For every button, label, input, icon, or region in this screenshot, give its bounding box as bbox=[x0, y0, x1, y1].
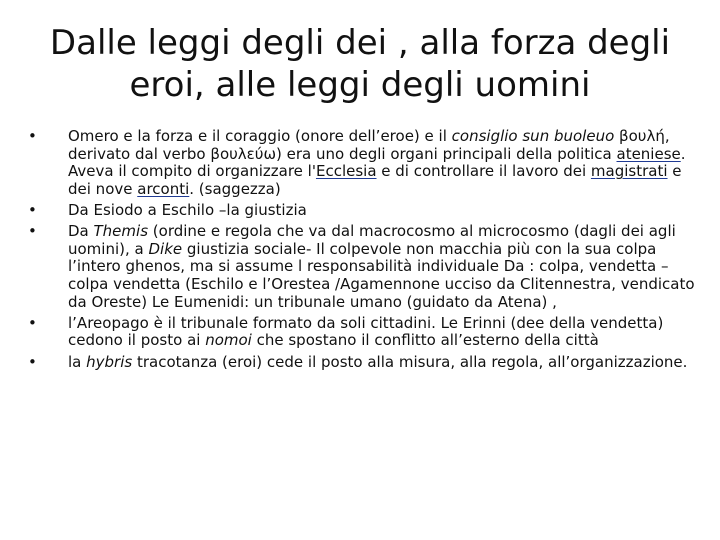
bullet-text: e dei nove bbox=[68, 162, 682, 198]
bullet-esiodo bbox=[22, 202, 698, 220]
bullet-hybris bbox=[22, 354, 698, 372]
link-magistrati[interactable]: magistrati bbox=[590, 162, 668, 181]
bullet-text: l’Areopago è il tribunale formato da soli cittadini. Le Erinni (dee della vendetta) cedono il posto ai bbox=[68, 313, 664, 350]
bullet-text: Da Esiodo a Eschilo –la giustizia bbox=[68, 200, 307, 219]
italic-text: Themis bbox=[93, 222, 149, 241]
link-arconti[interactable]: arconti bbox=[137, 179, 190, 198]
bullet-text: Da bbox=[68, 222, 94, 241]
bullet-list bbox=[22, 128, 698, 375]
bullet-omero bbox=[22, 128, 698, 198]
italic-text: consiglio sun buoleuo bbox=[451, 127, 615, 145]
bullet-text: (ordine e regola che va dal macrocosmo al microcosmo (dagli dei agli uomini), a bbox=[68, 222, 676, 258]
slide-title: Dalle leggi degli dei , alla forza degli eroi, alle leggi degli uomini bbox=[49, 23, 671, 105]
bullet-text: giustizia sociale- Il colpevole non macchia più con la sua colpa l’intero ghenos, ma si assume l responsabilità individuale Da : colpa, vendetta –colpa vendetta (Eschilo e l’Orestea /Agamennone ucciso da Clitennestra, vendicato da Oreste) Le Eumenidi: un tribunale umano (guidato da Atena) , bbox=[68, 239, 695, 311]
bullet-text: e di controllare il lavoro dei bbox=[376, 162, 591, 181]
bullet-text: . Aveva il compito di organizzare l' bbox=[68, 144, 686, 181]
bullet-text: βουλή, derivato dal verbo βουλεύω) era uno degli organi principali della politica bbox=[68, 127, 670, 163]
link-ecclesia[interactable]: Ecclesia bbox=[315, 162, 377, 181]
link-ateniese[interactable]: ateniese bbox=[616, 144, 681, 163]
bullet-text: . (saggezza) bbox=[189, 179, 281, 198]
italic-text: hybris bbox=[86, 352, 133, 371]
bullet-text: che spostano il conflitto all’esterno della città bbox=[251, 331, 599, 350]
bullet-areopago bbox=[22, 315, 698, 350]
bullet-text: la bbox=[68, 352, 87, 371]
bullet-themis bbox=[22, 223, 698, 311]
italic-text: nomoi bbox=[205, 331, 252, 350]
bullet-text: Omero e la forza e il coraggio (onore dell’eroe) e il bbox=[68, 127, 452, 145]
bullet-text: tracotanza (eroi) cede il posto alla misura, alla regola, all’organizzazione. bbox=[132, 352, 688, 371]
italic-text: Dike bbox=[148, 239, 183, 258]
